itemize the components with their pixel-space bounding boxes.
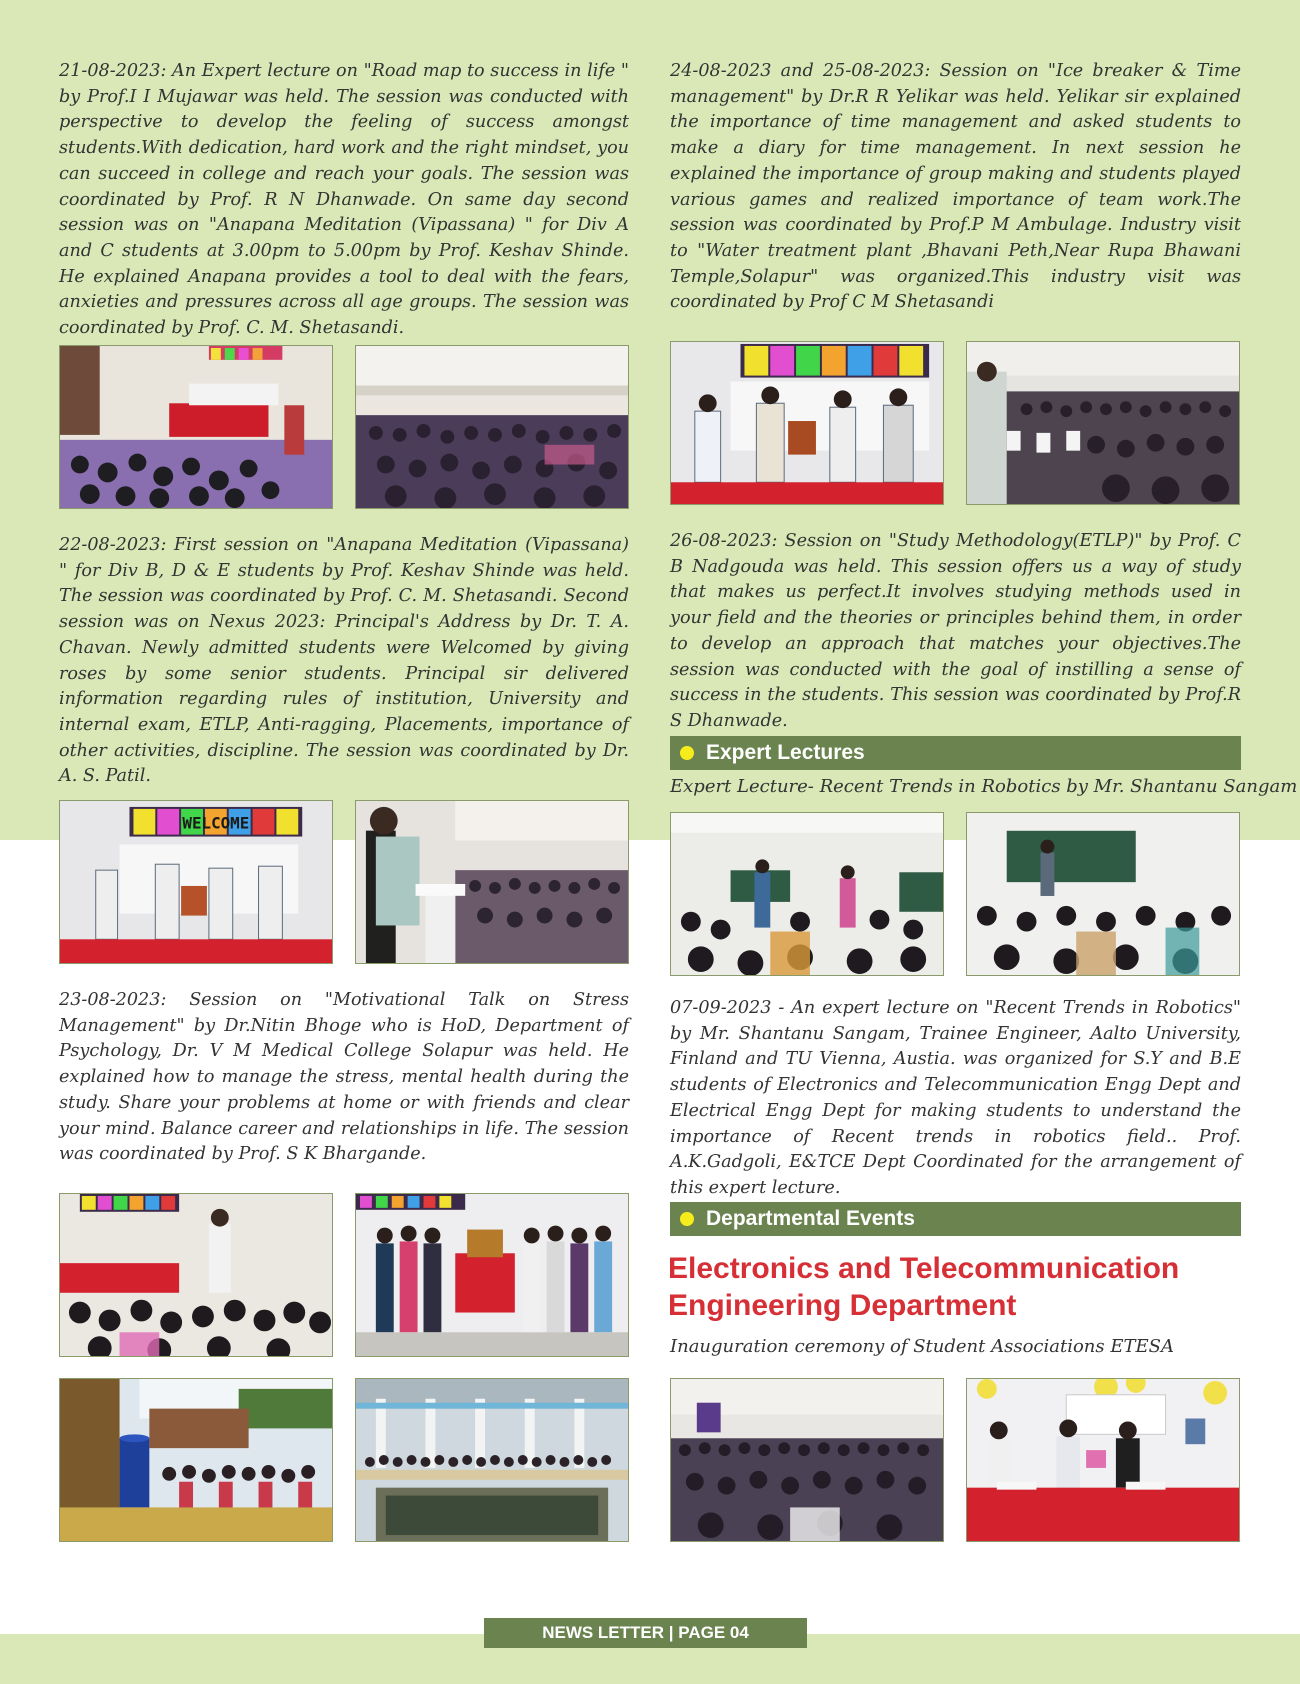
photo-students-seated-hall: [355, 345, 629, 509]
photo-meditation-session-hall: [59, 345, 333, 509]
department-heading-line2: Engineering Department: [668, 1289, 1017, 1322]
photo-stress-management-talk: [59, 1193, 333, 1357]
section-bar-departmental-events: [670, 1202, 1241, 1236]
caption-etesa-inauguration: Inauguration ceremony of Student Associations ETESA: [670, 1336, 1174, 1357]
article-24-25-08-2023: 24-08-2023 and 25-08-2023: Session on "Ice breaker & Time management" by Dr.R R Yelikar was held. Yelikar sir explained the importance of time management and asked students to make a diary for time management. In next session he explained the importance of group making and students played various games and realized importance of team work.The session was coordinated by Prof.P M Ambulage. Industry visit to "Water treatment plant ,Bhavani Peth,Near Rupa Bhawani Temple,Solapur" was organized.This industry visit was coordinated by Prof C M Shetasandi: [670, 61, 1241, 313]
article-26-08-2023: 26-08-2023: Session on "Study Methodology(ETLP)" by Prof. C B Nadgouda was held. This session offers us a way of study that makes us perfect.It involves studying methods used in your field and the theories or principles behind them, in order to develop an approach that matches your objectives.The session was conducted with the goal of instilling a sense of success in the students. This session was coordinated by Prof.R S Dhanwade.: [670, 531, 1241, 731]
section-bar-expert-lectures: [670, 736, 1241, 770]
photo-felicitation-welcome-stage: [670, 341, 944, 505]
article-22-08-2023: 22-08-2023: First session on "Anapana Meditation (Vipassana) " for Div B, D & E students by Prof. Keshav Shinde was held. The session was coordinated by Prof. C. M. Shetasandi. Second session was on Nexus 2023: Principal's Address by Dr. T. A. Chavan. Newly admitted students were Welcomed by giving roses by some senior students. Principal sir delivered information regarding rules of institution, University and internal exam, ETLP, Anti-ragging, Placements, importance of other activities, discipline. The session was coordinated by Dr. A. S. Patil.: [59, 535, 629, 787]
photo-robotics-lecture-speaker: [966, 812, 1240, 976]
welcome-banner-text: WELCOME: [182, 813, 250, 833]
photo-welcome-felicitation: [59, 800, 333, 964]
article-23-08-2023: 23-08-2023: Session on "Motivational Talk on Stress Management" by Dr.Nitin Bhoge who is HoD, Department of Psychology, Dr. V M Medical College Solapur was held. He explained how to manage the stress, mental health during the study. Share your problems at home or with friends and clear your mind. Balance career and relationships in life. The session was coordinated by Prof. S K Bhargande.: [59, 990, 629, 1165]
photo-ice-breaker-session: [966, 341, 1240, 505]
yellow-bullet-icon: [680, 1212, 694, 1226]
yellow-bullet-icon: [680, 746, 694, 760]
department-heading: [668, 1250, 1248, 1324]
photo-robotics-lecture-classroom: [670, 812, 944, 976]
article-07-09-2023: 07-09-2023 - An expert lecture on "Recent Trends in Robotics" by Mr. Shantanu Sangam, Trainee Engineer, Aalto University, Finland and TU Vienna, Austia. was organized for S.Y and B.E students of Electronics and Telecommunication Engg Dept and Electrical Engg Dept for making students to understand the importance of Recent trends in robotics field.. Prof. A.K.Gadgoli, E&TCE Dept Coordinated for the arrangement of this expert lecture.: [670, 998, 1241, 1198]
photo-water-treatment-tank: [59, 1378, 333, 1542]
section-title-departmental-events: Departmental Events: [706, 1207, 915, 1230]
photo-principal-address: [355, 800, 629, 964]
photo-etesa-audience: [670, 1378, 944, 1542]
section-title-expert-lectures: Expert Lectures: [706, 741, 865, 764]
caption-robotics-lecture: Expert Lecture- Recent Trends in Robotics by Mr. Shantanu Sangam: [670, 776, 1298, 797]
footer-page-label: NEWS LETTER | PAGE 04: [484, 1618, 807, 1648]
department-heading-line1: Electronics and Telecommunication: [668, 1252, 1180, 1285]
article-21-08-2023: 21-08-2023: An Expert lecture on "Road map to success in life " by Prof.I I Mujawar was held. The session was conducted with perspective to develop the feeling of success amongst students.With dedication, hard work and the right mindset, you can succeed in college and reach your goals. The session was coordinated by Prof. R N Dhanwade. On same day second session was on "Anapana Meditation (Vipassana) " for Div A and C students at 3.00pm to 5.00pm by Prof. Keshav Shinde. He explained Anapana provides a tool to deal with the fears, anxieties and pressures across all age groups. The session was coordinated by Prof. C. M. Shetasandi.: [59, 61, 629, 339]
photo-faculty-group: [355, 1193, 629, 1357]
photo-water-treatment-plant: [355, 1378, 629, 1542]
photo-etesa-stage: [966, 1378, 1240, 1542]
